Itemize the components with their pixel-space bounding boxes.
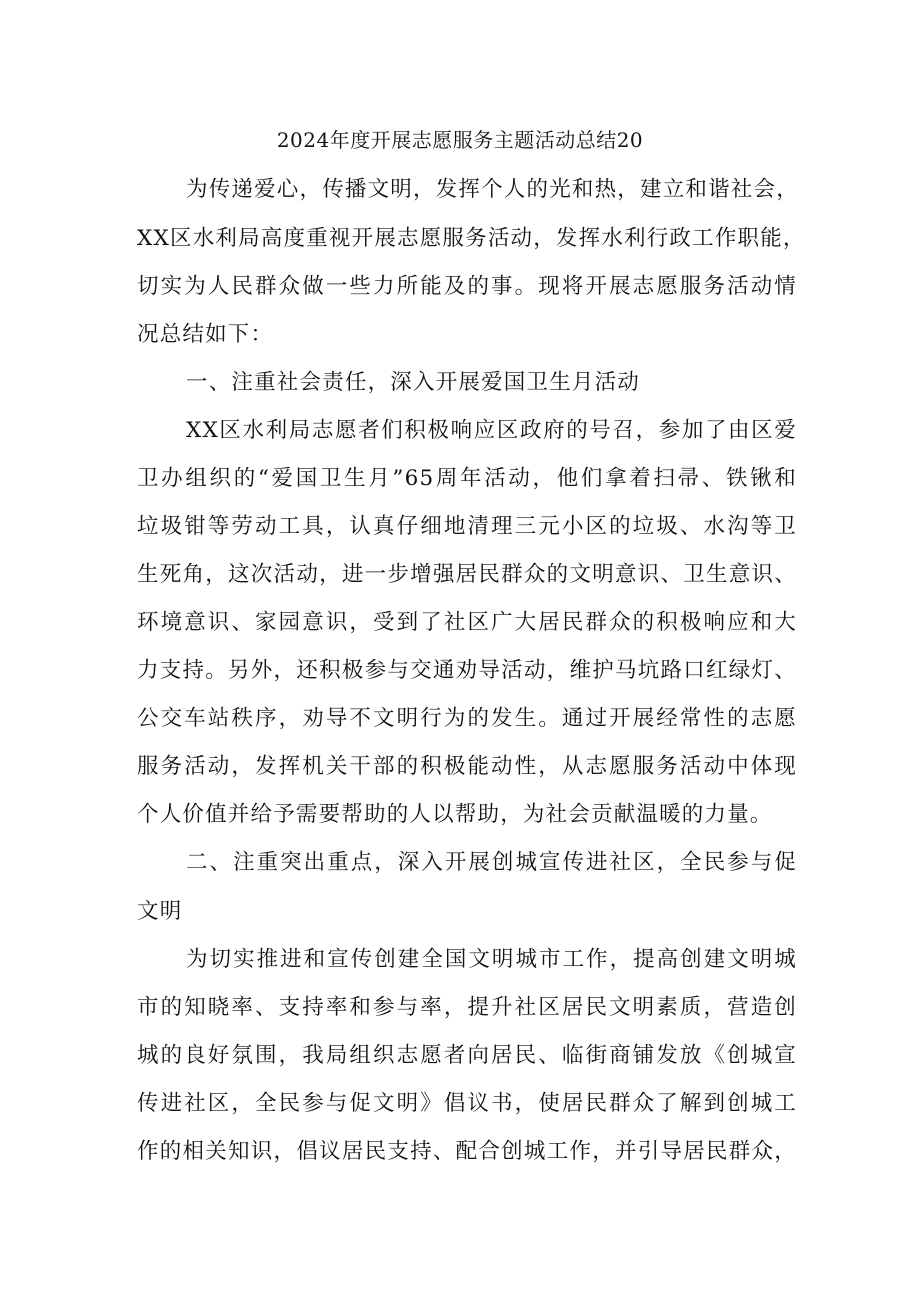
paragraph-line: 生死角，这次活动，进一步增强居民群众的文明意识、卫生意识、	[137, 562, 797, 587]
paragraph-line: 垃圾钳等劳动工具，认真仔细地清理三元小区的垃圾、水沟等卫	[137, 514, 797, 539]
paragraph-line: 环境意识、家园意识，受到了社区广大居民群众的积极响应和大	[137, 610, 797, 635]
paragraph-line: 作的相关知识，倡议居民支持、配合创城工作，并引导居民群众，	[137, 1139, 797, 1164]
document-title: 2024年度开展志愿服务主题活动总结20	[276, 128, 644, 152]
paragraph-line: XX区水利局志愿者们积极响应区政府的号召，参加了由区爱	[186, 418, 797, 443]
section-heading: 一、注重社会责任，深入开展爱国卫生月活动	[186, 370, 641, 395]
paragraph-line: 为切实推进和宣传创建全国文明城市工作，提高创建文明城	[186, 947, 797, 972]
paragraph-line: 况总结如下：	[137, 322, 274, 347]
paragraph-line: 城的良好氛围，我局组织志愿者向居民、临街商铺发放《创城宣	[137, 1043, 797, 1068]
paragraph-line: 服务活动，发挥机关干部的积极能动性，从志愿服务活动中体现	[137, 754, 797, 779]
paragraph-line: 个人价值并给予需要帮助的人以帮助，为社会贡献温暖的力量。	[137, 802, 773, 827]
paragraph-line: 市的知晓率、支持率和参与率，提升社区居民文明素质，营造创	[137, 995, 797, 1020]
paragraph-line: 切实为人民群众做一些力所能及的事。现将开展志愿服务活动情	[137, 274, 797, 299]
paragraph-line: XX区水利局高度重视开展志愿服务活动，发挥水利行政工作职能，	[137, 226, 806, 251]
paragraph-line: 公交车站秩序，劝导不文明行为的发生。通过开展经常性的志愿	[137, 706, 797, 731]
paragraph-line: 为传递爱心，传播文明，发挥个人的光和热，建立和谐社会，	[186, 177, 799, 202]
section-heading: 二、注重突出重点，深入开展创城宣传进社区，全民参与促	[186, 850, 797, 875]
paragraph-line: 力支持。另外，还积极参与交通劝导活动，维护马坑路口红绿灯、	[137, 658, 797, 683]
paragraph-line: 卫办组织的“爱国卫生月”65周年活动，他们拿着扫帚、铁锹和	[137, 466, 797, 491]
section-heading: 文明	[137, 899, 183, 924]
paragraph-line: 传进社区，全民参与促文明》倡议书，使居民群众了解到创城工	[137, 1091, 797, 1116]
